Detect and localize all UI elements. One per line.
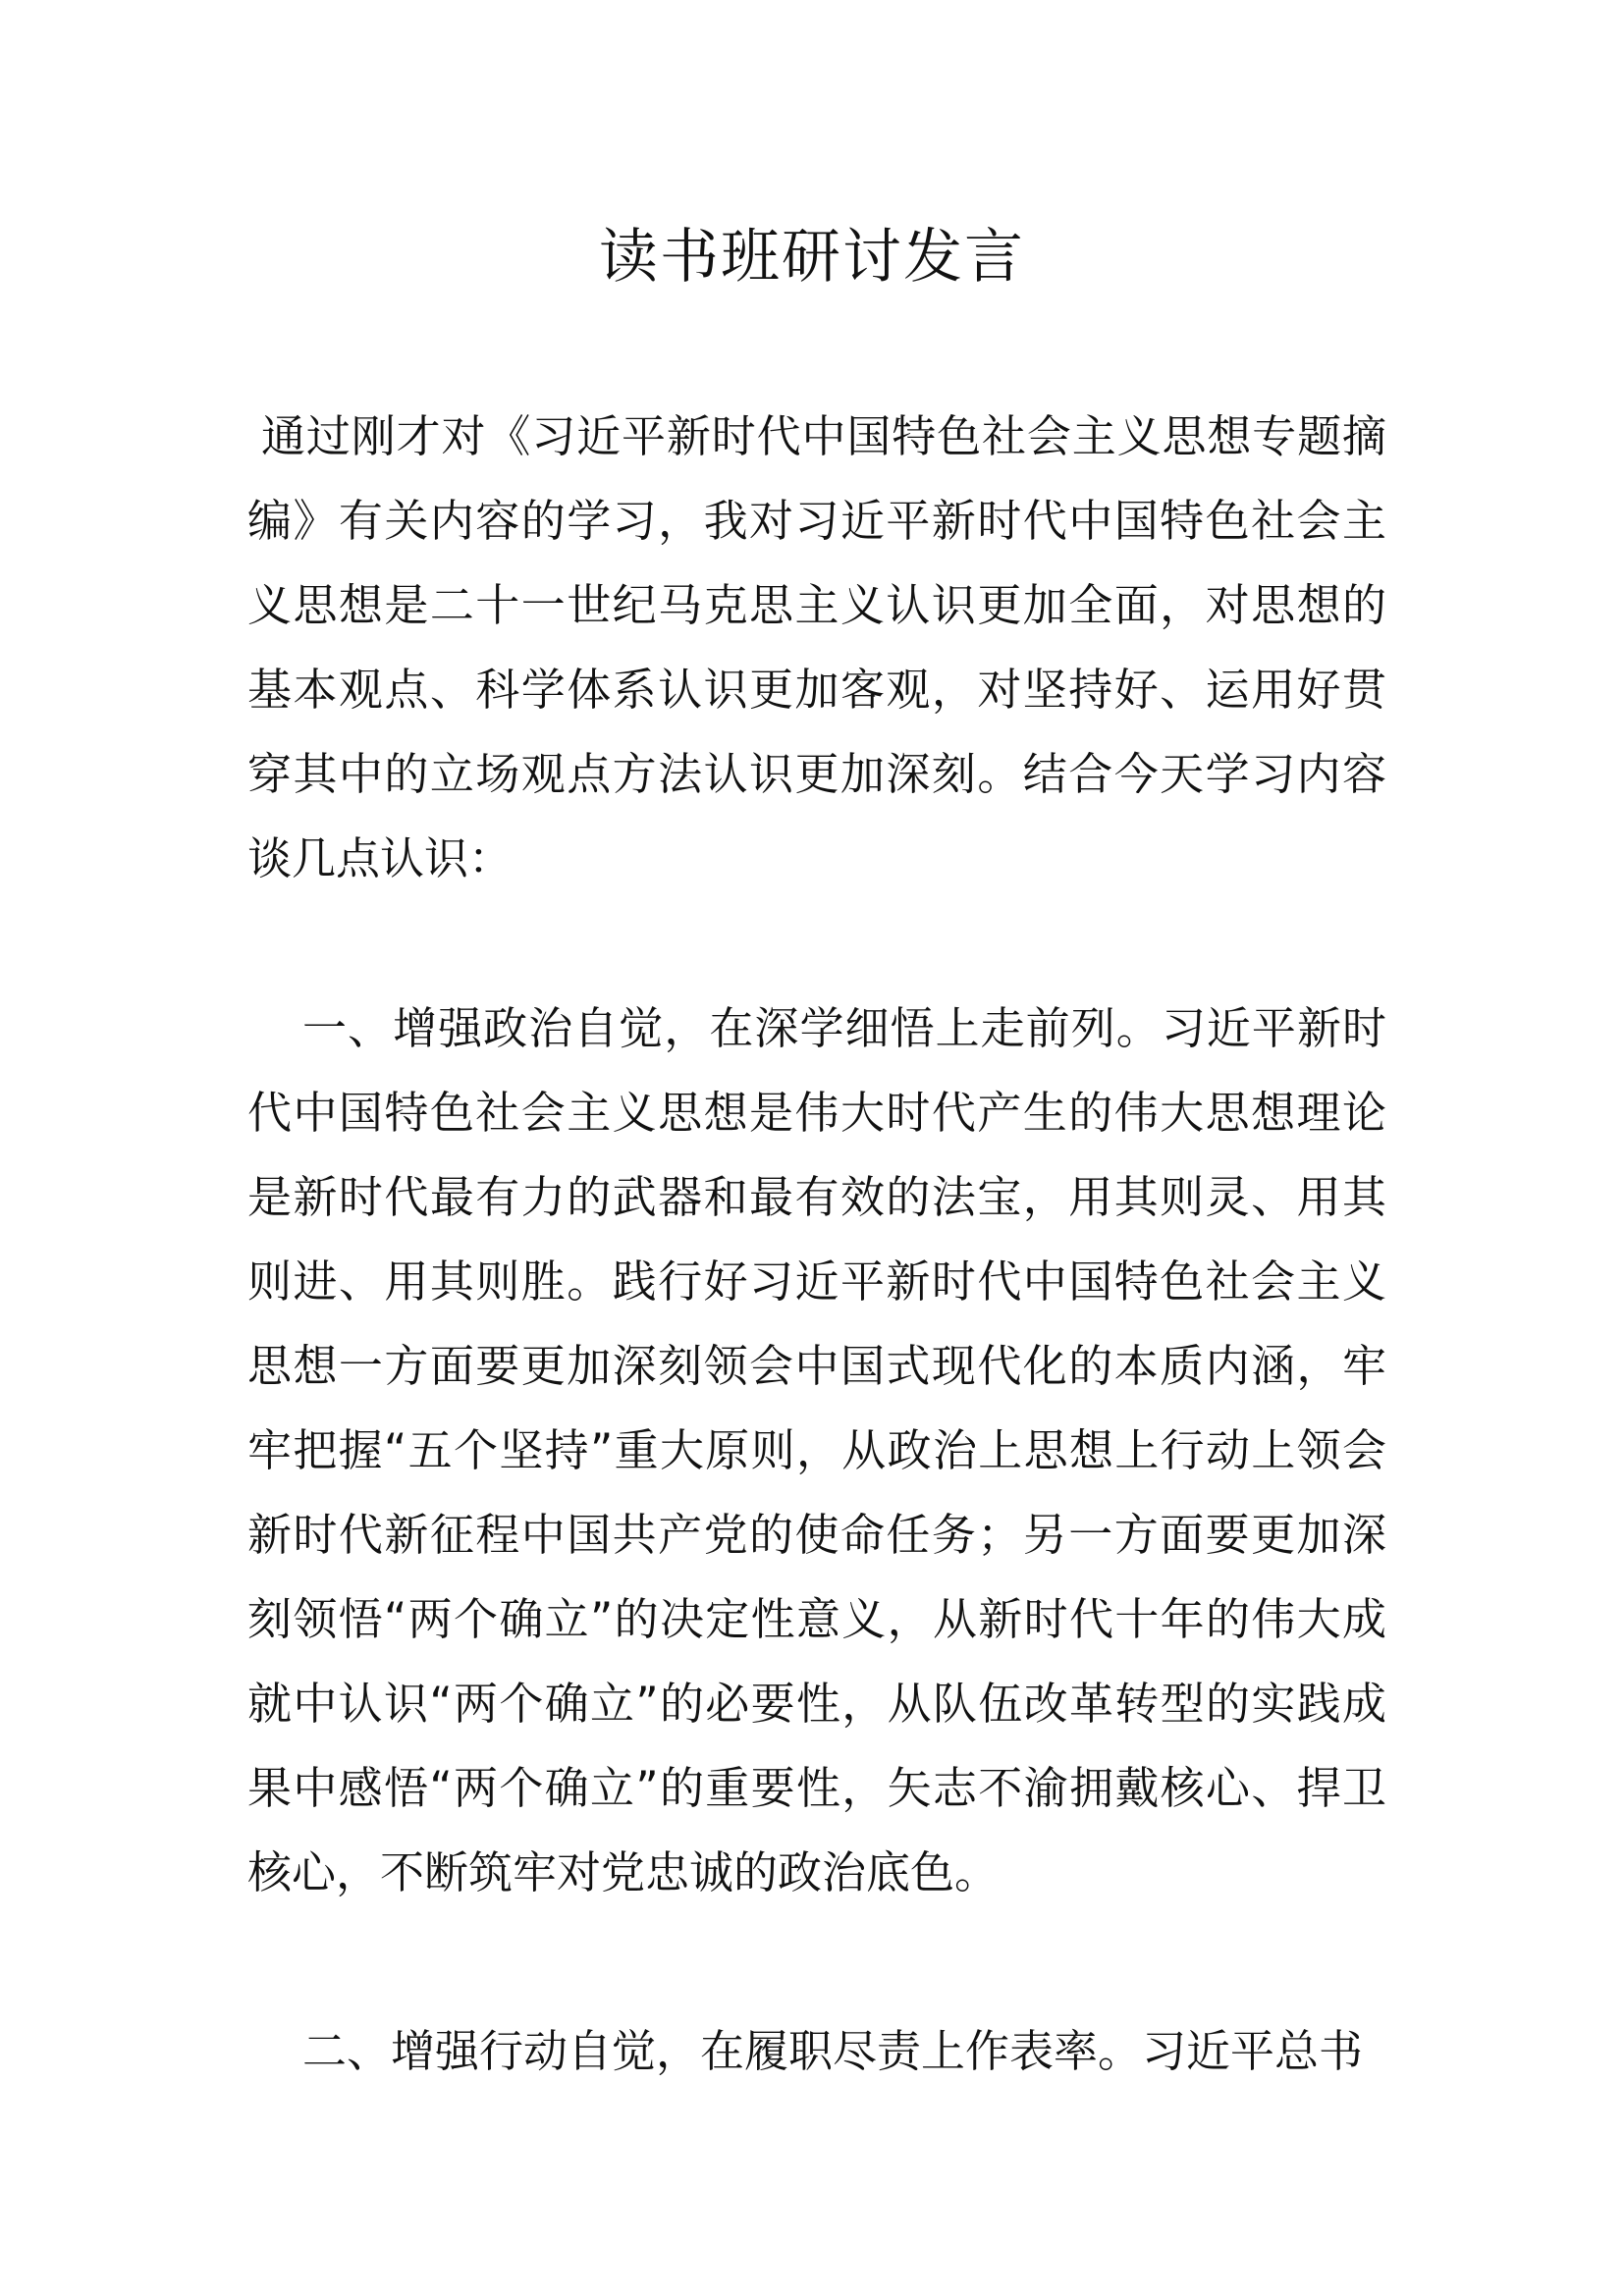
paragraph-intro: 通过刚才对《习近平新时代中国特色社会主义思想专题摘编》有关内容的学习，我对习近平新时代中国特色社会主义思想是二十一世纪马克思主义认识更加全面，对思想的基本观点、科学体系认识更加客观，对坚持好、运用好贯穿其中的立场观点方法认识更加深刻。结合今天学习内容谈几点认识： bbox=[247, 410, 1386, 884]
paragraph-section-one: 一、增强政治自觉，在深学细悟上走前列。习近平新时代中国特色社会主义思想是伟大时代产生的伟大思想理论是新时代最有力的武器和最有效的法宝，用其则灵、用其则进、用其则胜。践行好习近平新时代中国特色社会主义思想一方面要更加深刻领会中国式现代化的本质内涵，牢牢把握“五个坚持”重大原则，从政治上思想上行动上领会新时代新征程中国共产党的使命任务；另一方面要更加深刻领悟“两个确立”的决定性意义，从新时代十年的伟大成就中认识“两个确立”的必要性，从队伍改革转型的实践成果中感悟“两个确立”的重要性，矢志不渝拥戴核心、捍卫核心，不断筑牢对党忠诚的政治底色。 bbox=[247, 1002, 1386, 1898]
paragraph-section-two: 二、增强行动自觉，在履职尽责上作表率。习近平总书 bbox=[302, 2025, 1364, 2077]
document-title: 读书班研讨发言 bbox=[599, 223, 1025, 292]
